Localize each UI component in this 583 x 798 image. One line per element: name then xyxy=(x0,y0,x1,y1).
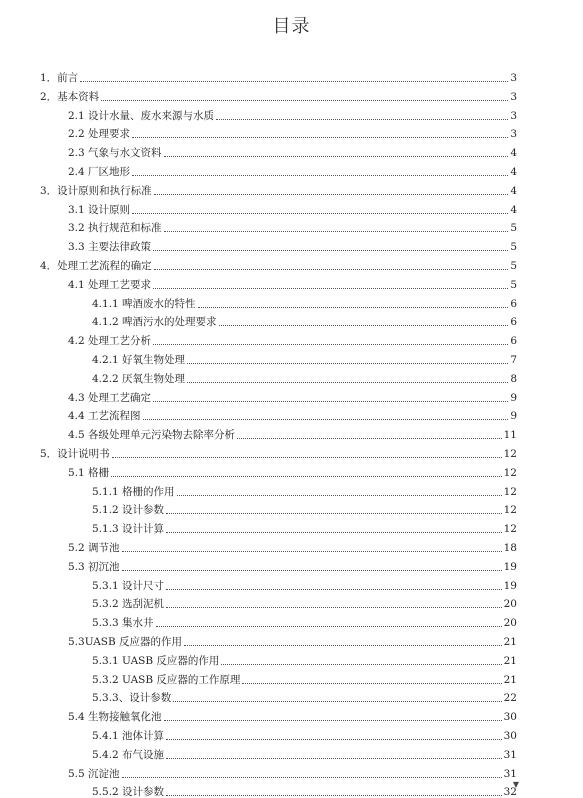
toc-page-number: 8 xyxy=(510,372,517,385)
toc-entry-title: 4.5 各级处理单元污染物去除率分析 xyxy=(68,429,236,442)
toc-page-number: 20 xyxy=(503,617,517,630)
page-title: 目录 xyxy=(272,16,311,37)
toc-page-number: 4 xyxy=(510,184,517,197)
toc-dot-leader xyxy=(219,324,509,326)
toc-dot-leader xyxy=(187,362,508,364)
toc-entry[interactable] xyxy=(68,123,517,140)
toc-entry[interactable] xyxy=(92,669,517,686)
toc-entry-title: 5.1 格栅 xyxy=(68,466,110,479)
toc-page-number: 9 xyxy=(510,391,517,404)
toc-entry-title: 5.1.2 设计参数 xyxy=(92,504,165,517)
toc-page-number: 21 xyxy=(503,636,517,648)
toc-page-number: 22 xyxy=(503,692,517,705)
toc-page-number: 6 xyxy=(510,316,517,329)
toc-entry-title: 4.1 处理工艺要求 xyxy=(68,278,152,291)
toc-entry[interactable] xyxy=(68,405,517,422)
toc-dot-leader xyxy=(153,249,508,251)
toc-entry-title: 5.3.3、设计参数 xyxy=(92,692,172,705)
toc-entry-title: 5.4.2 布气设施 xyxy=(92,748,165,761)
toc-dot-leader xyxy=(156,625,502,627)
toc-dot-leader xyxy=(242,682,501,684)
toc-entry[interactable] xyxy=(68,537,517,554)
toc-entry[interactable] xyxy=(92,311,517,328)
toc-page-number: 6 xyxy=(510,335,517,348)
toc-entry-title: 5.3.1 设计尺寸 xyxy=(92,579,165,592)
toc-entry-title: 5.3.1 UASB 反应器的作用 xyxy=(92,654,220,667)
toc-page-number: 21 xyxy=(503,654,517,667)
toc-entry-title: 2.1 设计水量、废水来源与水质 xyxy=(68,109,215,122)
toc-page-number: 12 xyxy=(503,466,517,479)
toc-entry-title: 2.4 厂区地形 xyxy=(68,166,131,178)
toc-entry-title: 5.3.3 集水井 xyxy=(92,617,154,630)
toc-dot-leader xyxy=(132,136,508,138)
toc-entry[interactable] xyxy=(92,293,517,310)
toc-entry[interactable] xyxy=(68,631,517,648)
toc-entry-title: 4.1.1 啤酒废水的特性 xyxy=(92,297,196,310)
toc-dot-leader xyxy=(237,437,502,439)
toc-entry-title: 5.3 初沉池 xyxy=(68,560,120,573)
toc-entry[interactable] xyxy=(68,105,517,122)
toc-page-number: 30 xyxy=(503,711,517,724)
toc-dot-leader xyxy=(112,456,502,458)
toc-dot-leader xyxy=(164,719,502,721)
toc-entry[interactable] xyxy=(68,556,517,573)
toc-page-number: 3 xyxy=(510,128,517,141)
toc-entry[interactable] xyxy=(40,86,517,103)
toc-entry-title: 5.3.2 UASB 反应器的工作原理 xyxy=(92,673,241,686)
toc-entry-title: 2.3 气象与水文资料 xyxy=(68,147,162,160)
toc-entry[interactable] xyxy=(40,443,517,460)
toc-dot-leader xyxy=(184,644,502,646)
toc-entry-title: 5.5.2 设计参数 xyxy=(92,786,165,798)
toc-page-number: 19 xyxy=(503,579,517,592)
toc-entry[interactable] xyxy=(68,330,517,347)
toc-page-number: 11 xyxy=(503,429,517,442)
toc-page-number: 12 xyxy=(503,448,517,460)
toc-entry[interactable] xyxy=(92,575,517,592)
toc-entry[interactable] xyxy=(92,518,517,535)
toc-entry-title: 5.1.1 格栅的作用 xyxy=(92,485,175,498)
toc-page-number: 12 xyxy=(503,485,517,498)
toc-page-number: 5 xyxy=(510,260,517,272)
toc-dot-leader xyxy=(80,80,508,82)
toc-dot-leader xyxy=(132,212,508,214)
toc-dot-leader xyxy=(166,588,502,590)
toc-dot-leader xyxy=(177,494,502,496)
toc-entry-title: 5.3.2 选刮泥机 xyxy=(92,598,165,611)
toc-entry-title: 2．基本资料 xyxy=(40,90,100,103)
toc-dot-leader xyxy=(164,155,509,157)
toc-entry[interactable] xyxy=(68,274,517,291)
toc-entry[interactable] xyxy=(92,725,517,742)
toc-entry[interactable] xyxy=(92,744,517,761)
toc-entry[interactable] xyxy=(92,593,517,610)
toc-entry[interactable] xyxy=(68,142,517,159)
toc-entry[interactable] xyxy=(68,387,517,404)
toc-entry-title: 5.1.3 设计计算 xyxy=(92,523,165,536)
toc-dot-leader xyxy=(143,418,509,420)
toc-dot-leader xyxy=(166,512,502,514)
toc-dot-leader xyxy=(166,531,502,533)
toc-entry-title: 3．设计原则和执行标准 xyxy=(40,184,152,197)
toc-entry-title: 4.2 处理工艺分析 xyxy=(68,335,152,348)
toc-entry[interactable] xyxy=(40,180,517,197)
toc-page-number: 21 xyxy=(503,673,517,686)
toc-entry-title: 4.3 处理工艺确定 xyxy=(68,391,152,404)
toc-page-number: 9 xyxy=(510,410,517,423)
toc-dot-leader xyxy=(173,700,501,702)
toc-page-number: 32 xyxy=(503,786,517,798)
toc-page-number: 31 xyxy=(503,748,517,761)
toc-entry-title: 4.2.2 厌氧生物处理 xyxy=(92,372,186,385)
toc-entry-title: 5.4 生物接触氧化池 xyxy=(68,711,162,724)
toc-page-number: 4 xyxy=(510,166,517,178)
toc-entry-title: 1．前言 xyxy=(40,72,79,84)
toc-dot-leader xyxy=(154,268,509,270)
toc-page-number: 4 xyxy=(510,147,517,160)
toc-dot-leader xyxy=(153,400,508,402)
toc-entry-title: 5.4.1 池体计算 xyxy=(92,730,165,742)
toc-entry[interactable] xyxy=(92,612,517,629)
toc-entry[interactable] xyxy=(40,255,517,272)
toc-entry-title: 4．处理工艺流程的确定 xyxy=(40,260,152,272)
toc-dot-leader xyxy=(122,776,502,778)
toc-page-number: 30 xyxy=(503,730,517,742)
toc-entry[interactable] xyxy=(68,217,517,234)
toc-entry[interactable] xyxy=(92,687,517,704)
toc-dot-leader xyxy=(187,381,508,383)
toc-dot-leader xyxy=(111,475,502,477)
toc-entry-title: 5．设计说明书 xyxy=(40,448,110,460)
toc-entry-title: 3.2 执行规范和标准 xyxy=(68,222,162,235)
toc-entry-title: 5.3UASB 反应器的作用 xyxy=(68,636,183,648)
toc-page-number: 6 xyxy=(510,297,517,310)
toc-entry[interactable] xyxy=(92,650,517,667)
toc-page-number: 3 xyxy=(510,72,517,84)
toc-entry[interactable] xyxy=(68,236,517,253)
toc-dot-leader xyxy=(216,118,508,120)
toc-page-number: 20 xyxy=(503,598,517,611)
toc-entry[interactable] xyxy=(68,763,517,780)
toc-entry-title: 4.4 工艺流程图 xyxy=(68,410,141,423)
toc-page-number: 5 xyxy=(510,241,517,254)
toc-page-number: 5 xyxy=(510,222,517,235)
toc-page-number: 3 xyxy=(510,109,517,122)
toc-entry[interactable] xyxy=(92,481,517,498)
toc-entry[interactable] xyxy=(68,199,517,216)
toc-entry[interactable] xyxy=(68,161,517,178)
toc-entry[interactable] xyxy=(68,462,517,479)
toc-page-number: 12 xyxy=(503,504,517,517)
toc-entry[interactable] xyxy=(68,424,517,441)
toc-dot-leader xyxy=(101,99,508,101)
toc-entry[interactable] xyxy=(92,499,517,516)
toc-dot-leader xyxy=(122,569,502,571)
toc-entry-title: 3.1 设计原则 xyxy=(68,203,131,216)
toc-entry[interactable] xyxy=(92,781,517,798)
toc-dot-leader xyxy=(132,174,508,176)
toc-entry-title: 3.3 主要法律政策 xyxy=(68,241,152,254)
toc-dot-leader xyxy=(221,663,501,665)
toc-page-number: 3 xyxy=(510,90,517,103)
toc-entry-title: 4.1.2 啤酒污水的处理要求 xyxy=(92,316,217,329)
toc-entry[interactable] xyxy=(92,349,517,366)
toc-page-number: 31 xyxy=(503,767,517,780)
toc-entry-title: 4.2.1 好氧生物处理 xyxy=(92,354,186,366)
toc-dot-leader xyxy=(198,306,509,308)
toc-dot-leader xyxy=(122,550,502,552)
toc-dot-leader xyxy=(154,193,509,195)
toc-dot-leader xyxy=(166,757,502,759)
toc-entry-title: 5.5 沉淀池 xyxy=(68,767,120,780)
toc-entry[interactable] xyxy=(68,706,517,723)
toc-entry-title: 5.2 调节池 xyxy=(68,542,120,554)
toc-page-number: 19 xyxy=(503,560,517,573)
toc-page-number: 4 xyxy=(510,203,517,216)
toc-dot-leader xyxy=(166,738,502,740)
toc-entry[interactable] xyxy=(40,67,517,84)
toc-page-number: 5 xyxy=(510,278,517,291)
toc-dot-leader xyxy=(166,606,502,608)
footer-mark: ▼ xyxy=(512,780,519,789)
toc-page-number: 7 xyxy=(510,354,517,366)
toc-entry-title: 2.2 处理要求 xyxy=(68,128,131,141)
toc-dot-leader xyxy=(153,343,508,345)
toc-dot-leader xyxy=(153,287,508,289)
toc-entry[interactable] xyxy=(92,368,517,385)
toc-dot-leader xyxy=(164,230,509,232)
toc-page-number: 18 xyxy=(503,542,517,554)
toc-page-number: 12 xyxy=(503,523,517,536)
